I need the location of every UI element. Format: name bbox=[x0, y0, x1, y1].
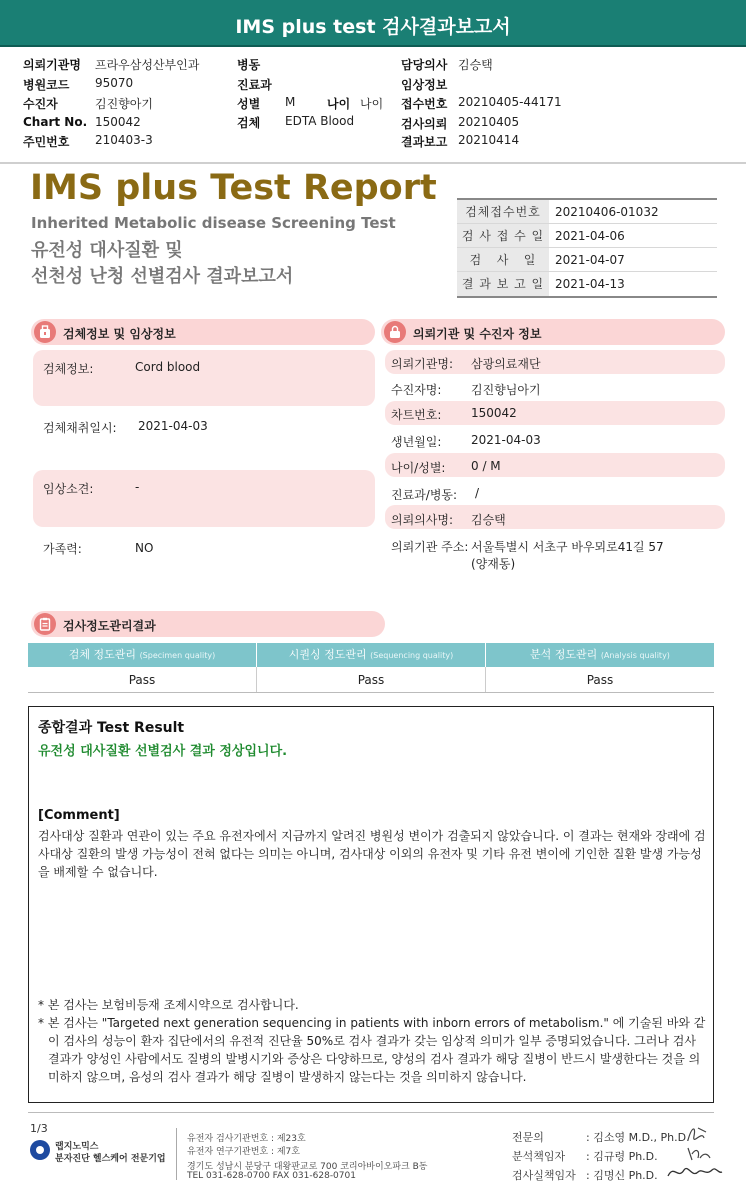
signer-name: : 김명신 Ph.D. bbox=[586, 1169, 658, 1182]
field-label: 검체채취일시: bbox=[43, 421, 117, 435]
header-title: IMS plus test 검사결과보고서 bbox=[235, 16, 511, 38]
field-label: 검체정보: bbox=[43, 362, 94, 376]
comment-text: 검사대상 질환과 연관이 있는 주요 유전자에서 지금까지 알려진 병원성 변이가 검출되지 않았습니다. 이 결과는 현재와 장래에 검사대상 질환의 발생 가능성이 전혀 없다는 의미는 아니며, 검사대상 이외의 유전자 및 기타 유전 변이에 기인한 질환 발생 가능성을 배제할 수 없습니다. bbox=[38, 829, 706, 879]
qc-value: Pass bbox=[586, 673, 614, 687]
meta-value: 20210414 bbox=[458, 133, 520, 147]
meta-value: 김진향아기 bbox=[95, 97, 153, 111]
footer-info: TEL 031-628-0700 FAX 031-628-0701 bbox=[187, 1171, 356, 1181]
meta-label: 임상정보 bbox=[401, 78, 448, 92]
qc-header-cell bbox=[486, 643, 714, 667]
table-row bbox=[457, 200, 717, 224]
table-key: 검 사 일 bbox=[457, 248, 549, 271]
meta-label: 접수번호 bbox=[401, 97, 448, 111]
footer-info: 유전자 연구기관번호 : 제7호 bbox=[187, 1147, 300, 1157]
report-title-kr-1: 유전성 대사질환 및 bbox=[31, 240, 183, 261]
institution-section-header bbox=[381, 319, 725, 345]
meta-label: 의뢰기관명 bbox=[23, 58, 81, 72]
specimen-row-bg bbox=[33, 350, 375, 406]
note-insurance: * 본 검사는 보험비등재 조제시약으로 검사합니다. bbox=[38, 998, 299, 1012]
result-title: 종합결과 Test Result bbox=[38, 720, 185, 736]
meta-label: 주민번호 bbox=[23, 135, 70, 149]
company-name: 랩지노믹스 bbox=[55, 1142, 99, 1152]
meta-label: 검사의뢰 bbox=[401, 117, 448, 131]
lock-icon bbox=[384, 321, 406, 343]
qc-header-cell bbox=[28, 643, 257, 667]
company-tagline: 분자진단 헬스케어 전문기업 bbox=[55, 1154, 166, 1164]
field-label: 차트번호: bbox=[391, 408, 442, 422]
specimen-dates-table bbox=[457, 198, 717, 298]
table-key: 검 사 접 수 일 bbox=[457, 224, 549, 247]
meta-label: 결과보고 bbox=[401, 135, 448, 149]
signature-mark bbox=[664, 1160, 724, 1184]
field-value: 김승택 bbox=[471, 513, 506, 527]
field-value: - bbox=[135, 480, 140, 494]
meta-label: 진료과 bbox=[237, 78, 272, 92]
field-value: 삼광의료재단 bbox=[471, 357, 541, 371]
meta-info bbox=[0, 52, 746, 164]
table-value: 2021-04-07 bbox=[555, 253, 625, 267]
qc-section-header bbox=[31, 611, 385, 637]
field-label: 의뢰기관 주소: bbox=[391, 540, 469, 554]
page-number: 1/3 bbox=[30, 1122, 48, 1135]
table-key: 결 과 보 고 일 bbox=[457, 272, 549, 296]
meta-value: 프라우삼성산부인과 bbox=[95, 58, 200, 72]
company-logo-icon bbox=[30, 1140, 50, 1160]
report-title: IMS plus Test Report bbox=[30, 168, 437, 208]
field-value: 서울특별시 서초구 바우뫼로41길 57 bbox=[471, 540, 664, 554]
field-value: 0 / M bbox=[471, 459, 501, 473]
meta-label: 병동 bbox=[237, 58, 261, 72]
signer-label: 검사실책임자 bbox=[512, 1169, 576, 1182]
signer-name: : 김규령 Ph.D. bbox=[586, 1150, 658, 1163]
section-title: 의뢰기관 및 수진자 정보 bbox=[413, 327, 542, 341]
meta-value: 95070 bbox=[95, 76, 134, 90]
field-label: 수진자명: bbox=[391, 383, 442, 397]
qc-header-cell bbox=[257, 643, 486, 667]
meta-label: 성별 bbox=[237, 97, 261, 111]
meta-value: 20210405-44171 bbox=[458, 95, 562, 109]
table-row bbox=[457, 248, 717, 272]
qc-header-label: 시퀀싱 정도관리 bbox=[288, 648, 367, 661]
field-value: 김진향님아기 bbox=[471, 383, 541, 397]
signer-label: 분석책임자 bbox=[512, 1150, 566, 1163]
meta-label: 병원코드 bbox=[23, 78, 70, 92]
table-value: 20210406-01032 bbox=[555, 205, 659, 219]
specimen-section-header bbox=[31, 319, 375, 345]
field-label: 의뢰의사명: bbox=[391, 513, 454, 527]
section-title: 검사정도관리결과 bbox=[63, 619, 156, 633]
note-performance: * 본 검사는 "Targeted next generation sequencing in patients with inborn errors of metabolism." 에 기술된 바와 같이 검사의 성능이 환자 집단에서의 유전적 진단율 50%로 검사 결과가 갖는 임상적 의미가 일부 증명되었습니다. 그러나 검사 결과가 양성인 사람에서도 질병의 발병시기와 증상은 다양하므로, 양성의 검사 결과가 해당 질병이 반드시 발생한다는 것을 의미하지 않으며, 음성의 검사 결과가 해당 질병이 발생하지 않는다는 것을 의미하지 않습니다. bbox=[38, 1016, 706, 1084]
qc-value-row bbox=[28, 667, 714, 693]
footer-info: 유전자 검사기관번호 : 제23호 bbox=[187, 1134, 306, 1144]
report-subtitle: Inherited Metabolic disease Screening Test bbox=[31, 214, 396, 232]
signer-label: 전문의 bbox=[512, 1131, 544, 1144]
qc-header-sub: (Analysis quality) bbox=[600, 651, 670, 660]
qc-value: Pass bbox=[257, 667, 486, 692]
signer-name: : 김소영 M.D., Ph.D. bbox=[586, 1131, 690, 1144]
table-value: 2021-04-13 bbox=[555, 277, 625, 291]
clipboard-icon bbox=[34, 613, 56, 635]
meta-value: 나이 bbox=[360, 97, 384, 111]
qc-header-label: 검체 정도관리 bbox=[68, 648, 137, 661]
footer-info: 경기도 성남시 분당구 대왕판교로 700 코리아바이오파크 B동 bbox=[187, 1162, 428, 1172]
field-label: 생년월일: bbox=[391, 435, 442, 449]
field-value: 150042 bbox=[471, 406, 517, 420]
meta-label: 담당의사 bbox=[401, 58, 448, 72]
qc-header-sub: (Sequencing quality) bbox=[370, 651, 454, 660]
table-row bbox=[457, 224, 717, 248]
field-label: 나이/성별: bbox=[391, 461, 446, 475]
field-value: 2021-04-03 bbox=[471, 433, 541, 447]
clinical-row-bg bbox=[33, 470, 375, 527]
comment-heading: [Comment] bbox=[38, 808, 120, 823]
flask-icon bbox=[34, 321, 56, 343]
table-key: 검체접수번호 bbox=[457, 200, 549, 223]
footer-separator bbox=[176, 1128, 177, 1180]
field-value: (양재동) bbox=[471, 557, 516, 571]
section-title: 검체정보 및 임상정보 bbox=[63, 327, 176, 341]
result-summary: 유전성 대사질환 선별검사 결과 정상입니다. bbox=[38, 744, 288, 759]
field-value: Cord blood bbox=[135, 360, 201, 374]
qc-value: Pass bbox=[28, 667, 257, 692]
field-value: / bbox=[475, 486, 480, 500]
header-bar bbox=[0, 0, 746, 47]
qc-header-sub: (Specimen quality) bbox=[139, 651, 216, 660]
table-row bbox=[457, 272, 717, 296]
field-label: 진료과/병동: bbox=[391, 488, 458, 502]
qc-table bbox=[28, 643, 714, 693]
meta-value: 20210405 bbox=[458, 115, 520, 129]
field-label: 임상소견: bbox=[43, 482, 94, 496]
field-value: 2021-04-03 bbox=[138, 419, 208, 433]
field-label: 가족력: bbox=[43, 542, 82, 556]
meta-label: 수진자 bbox=[23, 97, 58, 111]
qc-header-row bbox=[28, 643, 714, 667]
table-value: 2021-04-06 bbox=[555, 229, 625, 243]
meta-value: 150042 bbox=[95, 115, 141, 129]
result-box bbox=[28, 706, 714, 1103]
meta-value: M bbox=[285, 95, 296, 109]
meta-label: 검체 bbox=[237, 116, 261, 130]
meta-label: Chart No. bbox=[23, 115, 88, 129]
qc-header-label: 분석 정도관리 bbox=[530, 648, 598, 661]
footer-divider bbox=[28, 1112, 714, 1113]
field-value: NO bbox=[135, 541, 154, 555]
report-title-kr-2: 선천성 난청 선별검사 결과보고서 bbox=[31, 266, 294, 287]
meta-value: 210403-3 bbox=[95, 133, 153, 147]
meta-label: 나이 bbox=[327, 97, 351, 111]
meta-value: 김승택 bbox=[458, 58, 493, 72]
field-label: 의뢰기관명: bbox=[391, 357, 454, 371]
meta-value: EDTA Blood bbox=[285, 114, 355, 128]
